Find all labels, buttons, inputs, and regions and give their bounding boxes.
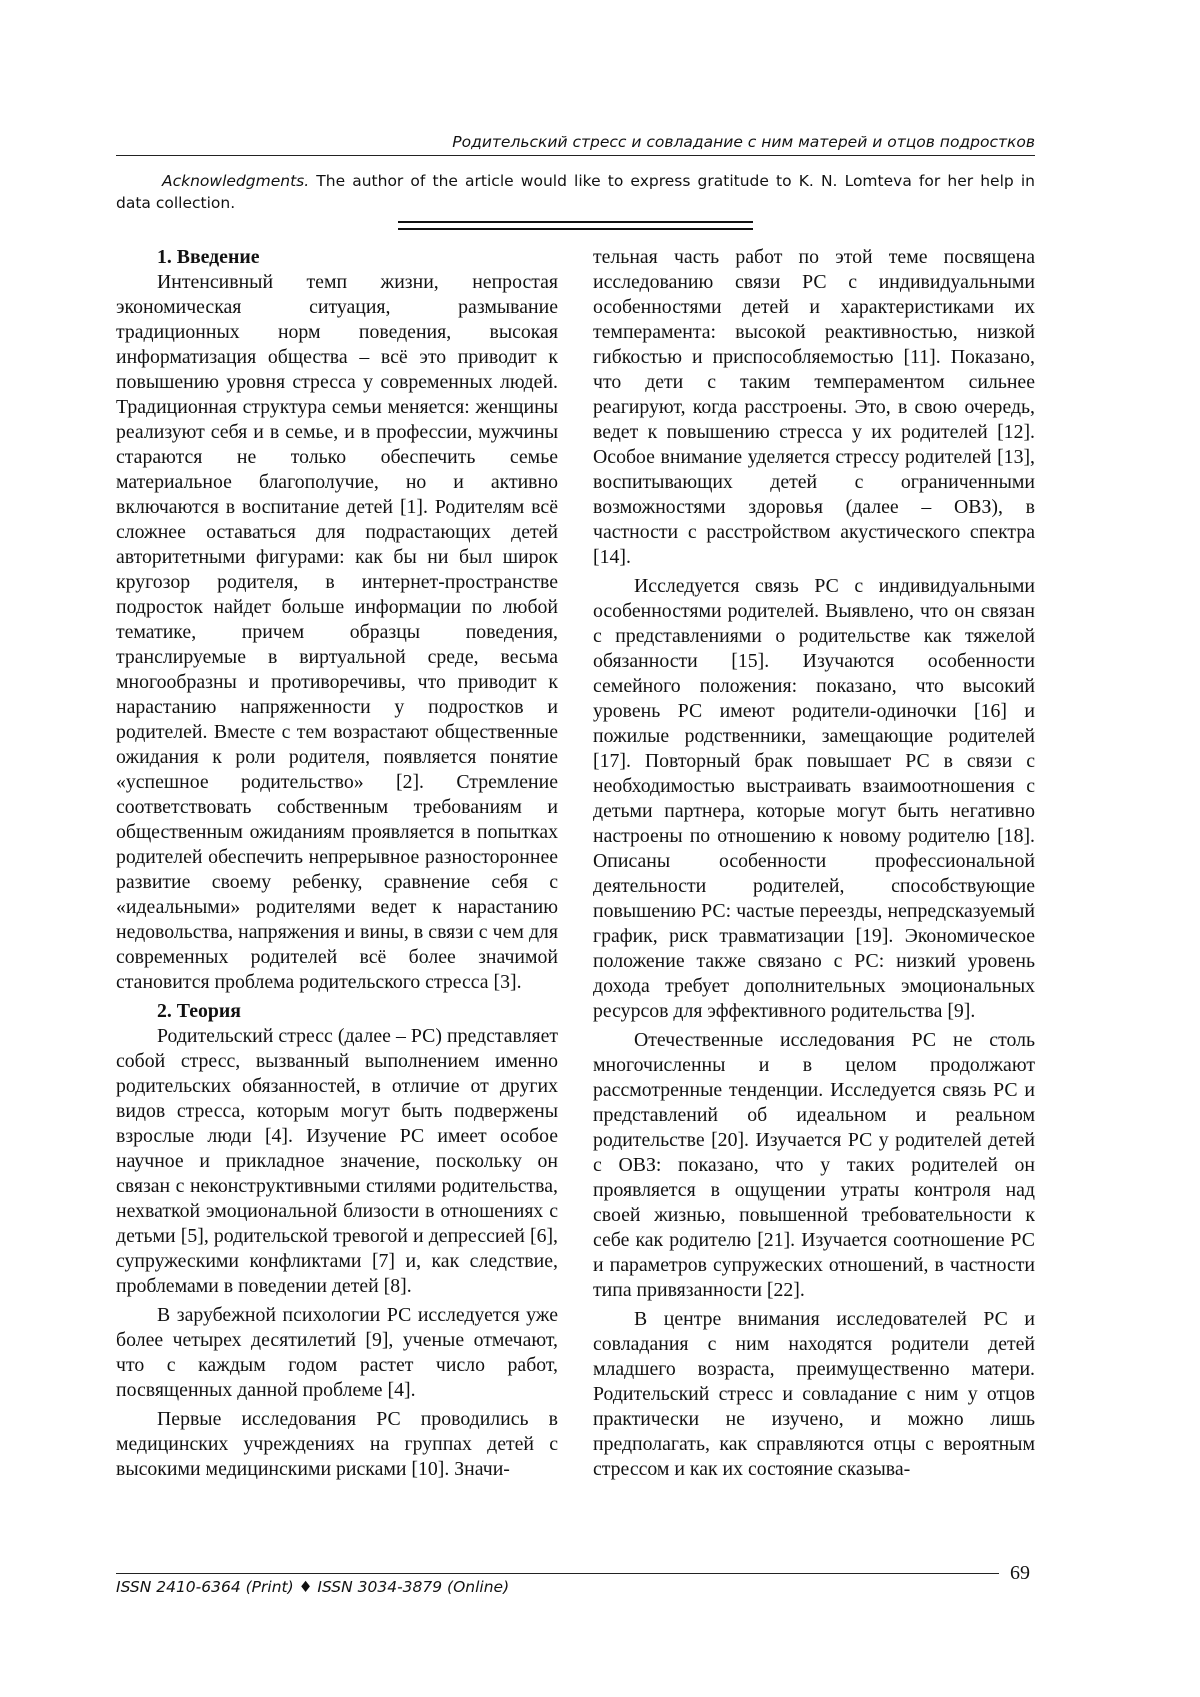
running-head: Родительский стресс и совладание с ним матерей и отцов подростков xyxy=(452,133,1035,151)
section-divider xyxy=(398,221,753,230)
paragraph: тельная часть работ по этой теме посвящена исследованию связи РС с индивидуальными особенностями детей и характеристиками их темперамента: высокой реактивностью, низкой гибкостью и приспособляемостью [11]. Показано, что дети с таким темпераментом сильнее реагируют, когда расстроены. Это, в свою очередь, ведет к повышению стресса у их родителей [12]. Особое внимание уделяется стрессу родителей [13], воспитывающих детей с ограниченными возможностями здоровья (далее – ОВЗ), в частности с расстройством акустического спектра [14]. xyxy=(593,246,1035,568)
header-rule xyxy=(116,155,1035,156)
page-number: 69 xyxy=(1010,1562,1030,1584)
right-column xyxy=(593,245,1035,1486)
heading-introduction: 1. Введение xyxy=(157,246,260,268)
paragraph: В центре внимания исследователей РС и совладания с ним находятся родители детей младшего возраста, преимущественно матери. Родительский стресс и совладание с ним у отцов практически не изучено, и можно лишь предполагать, как справляются отцы с вероятным стрессом и как их состояние сказыва- xyxy=(593,1308,1035,1480)
left-column xyxy=(116,245,558,1486)
paragraph: Первые исследования РС проводились в медицинских учреждениях на группах детей с высокими медицинскими рисками [10]. Значи- xyxy=(116,1408,558,1480)
paragraph: Интенсивный темп жизни, непростая экономическая ситуация, размывание традиционных норм поведения, высокая информатизация общества – всё это приводит к повышению уровня стресса у современных людей. Традиционная структура семьи меняется: женщины реализуют себя и в семье, и в профессии, мужчины стараются не только обеспечить семье материальное благополучие, но и активно включаются в воспитание детей [1]. Родителям всё сложнее оставаться для подрастающих детей авторитетными фигурами: как бы ни был широк кругозор родителя, в интернет-пространстве подросток найдет больше информации по любой тематике, причем образцы поведения, транслируемые в виртуальной среде, весьма многообразны и противоречивы, что приводит к нарастанию напряженности у подростков и родителей. Вместе с тем возрастают общественные ожидания к роли родителя, появляется понятие «успешное родительство» [2]. Стремление соответствовать собственным требованиям и общественным ожиданиям проявляется в попытках родителей обеспечить непрерывное разностороннее развитие своему ребенку, сравнение себя с «идеальными» родителями ведет к нарастанию недовольства, напряжения и вины, в связи с чем для современных родителей всё более значимой становится проблема родительского стресса [3]. xyxy=(116,271,558,993)
paragraph: Отечественные исследования РС не столь многочисленны и в целом продолжают рассмотренные тенденции. Исследуется связь РС и представлений об идеальном и реальном родительстве [20]. Изучается РС у родителей детей с ОВЗ: показано, что у таких родителей он проявляется в ощущении утраты контроля над своей жизнью, повышенной требовательности к себе как родителю [21]. Изучается соотношение РС и параметров супружеских отношений, в частности типа привязанности [22]. xyxy=(593,1029,1035,1301)
acknowledgments-text: The author of the article would like to express gratitude to K. N. Lomteva for her help in data collection. xyxy=(116,172,1035,212)
acknowledgments-label: Acknowledgments. xyxy=(162,172,310,190)
acknowledgments xyxy=(116,170,1035,214)
paragraph: Исследуется связь РС с индивидуальными особенностями родителей. Выявлено, что он связан с представлениями о родительстве как тяжелой обязанности [15]. Изучаются особенности семейного положения: показано, что высокий уровень РС имеют родители-одиночки [16] и пожилые родственники, замещающие родителей [17]. Повторный брак повышает РС в связи с необходимостью выстраивать взаимоотношения с детьми партнера, которые могут быть негативно настроены по отношению к новому родителю [18]. Описаны особенности профессиональной деятельности родителей, способствующие повышению РС: частые переезды, непредсказуемый график, риск травматизации [19]. Экономическое положение также связано с РС: низкий уровень дохода требует дополнительных эмоциональных ресурсов для эффективного родительства [9]. xyxy=(593,575,1035,1022)
footer-rule xyxy=(116,1573,999,1574)
paragraph: Родительский стресс (далее – РС) представляет собой стресс, вызванный выполнением именно родительских обязанностей, в отличие от других видов стресса, которым могут быть подвержены взрослые люди [4]. Изучение РС имеет особое научное и прикладное значение, поскольку он связан с неконструктивными стилями родительства, нехваткой эмоциональной близости в отношениях с детьми [5], родительской тревогой и депрессией [6], супружескими конфликтами [7] и, как следствие, проблемами в поведении детей [8]. xyxy=(116,1025,558,1297)
heading-theory: 2. Теория xyxy=(157,1000,241,1022)
issn-footer: ISSN 2410-6364 (Print) ♦ ISSN 3034-3879 (Online) xyxy=(116,1578,510,1596)
paragraph: В зарубежной психологии РС исследуется уже более четырех десятилетий [9], ученые отмечают, что с каждым годом растет число работ, посвященных данной проблеме [4]. xyxy=(116,1304,558,1401)
